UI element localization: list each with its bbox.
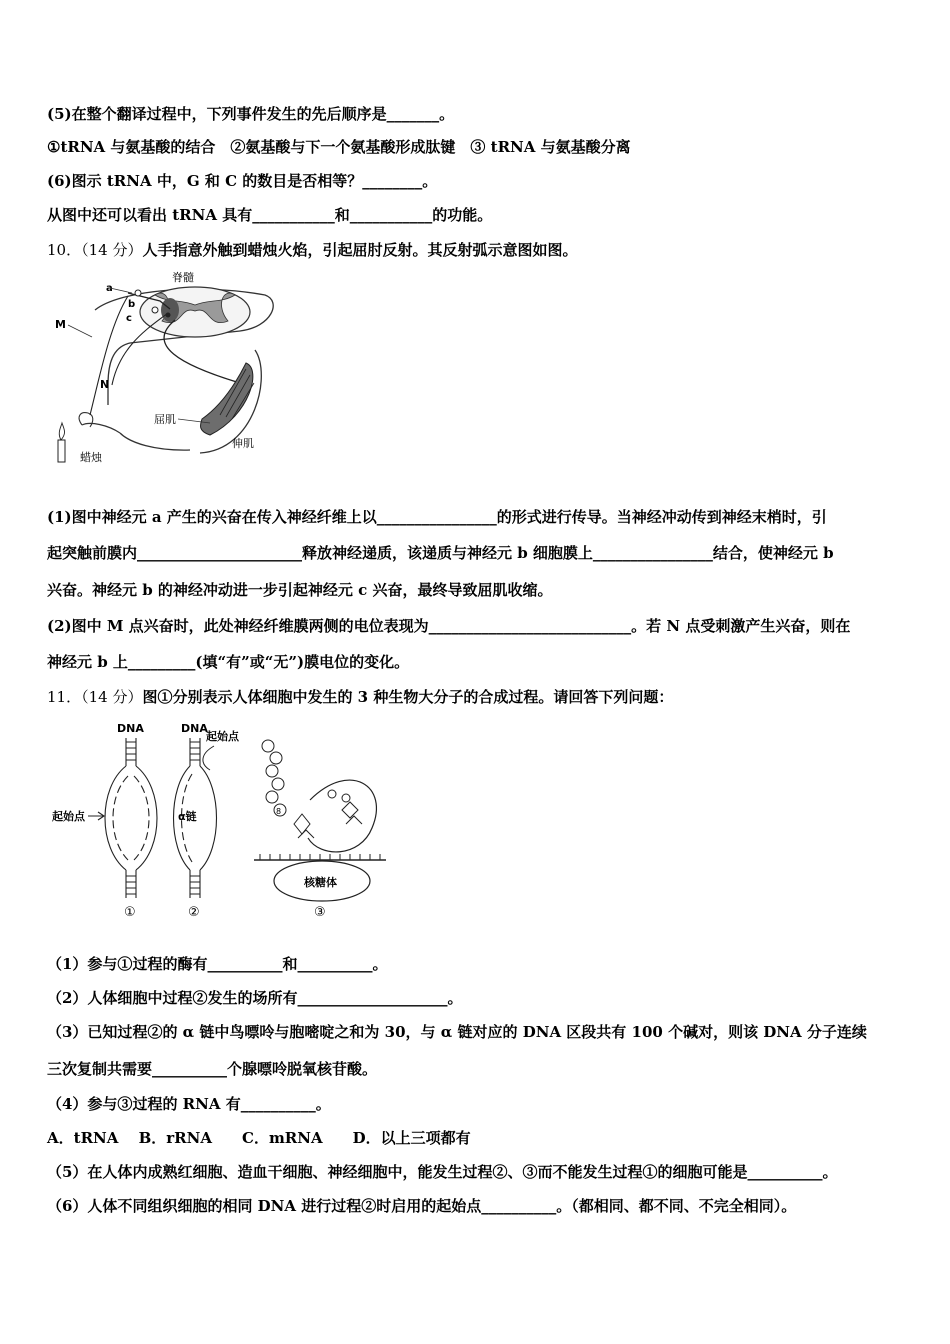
q11-p4: （4）参与③过程的 RNA 有__________。 <box>47 1095 331 1113</box>
fig-flexor-label: 屈肌 <box>154 413 176 426</box>
q11-number: 11．（14 分） <box>47 688 143 706</box>
fig-num-2: ② <box>188 905 200 920</box>
fig-candle-label: 蜡烛 <box>80 451 102 464</box>
q9-line7: 从图中还可以看出 tRNA 具有___________和___________的功能。 <box>47 206 493 224</box>
fig-label-n: N <box>100 378 110 391</box>
q9-line5-options: ①tRNA 与氨基酸的结合 ②氨基酸与下一个氨基酸形成肽键 ③ tRNA 与氨基酸分离 <box>47 138 631 156</box>
q9-line5: (5)在整个翻译过程中，下列事件发生的先后顺序是_______。 <box>47 105 455 123</box>
fig-dna2-label: DNA <box>181 722 208 735</box>
fig-origin1-label: 起始点 <box>52 810 85 823</box>
q11-p6: （6）人体不同组织细胞的相同 DNA 进行过程②时启用的起始点__________。（都相同、都不同、不完全相同）。 <box>47 1197 797 1215</box>
q10-header <box>47 240 577 260</box>
fig-label-a: a <box>106 283 113 294</box>
q11-p3-line1: （3）已知过程②的 α 链中鸟嘌呤与胞嘧啶之和为 30，与 α 链对应的 DNA 区段共有 100 个碱对，则该 DNA 分子连续 <box>47 1023 867 1041</box>
q11-p1: （1）参与①过程的酶有__________和__________。 <box>47 955 388 973</box>
q9-line6: (6)图示 tRNA 中，G 和 C 的数目是否相等？________。 <box>47 172 438 190</box>
fig-origin2-label: 起始点 <box>206 730 239 743</box>
fig-alpha-chain-label: α链 <box>178 810 197 823</box>
q11-p5: （5）在人体内成熟红细胞、造血干细胞、神经细胞中，能发生过程②、③而不能发生过程①的细胞可能是__________。 <box>47 1163 838 1181</box>
q10-number: 10．（14 分） <box>47 241 143 259</box>
fig-num-1: ① <box>124 905 136 920</box>
fig-label-m: M <box>55 318 66 331</box>
fig-num-3: ③ <box>314 905 326 920</box>
fig-label-c: c <box>126 313 132 324</box>
q11-header <box>47 687 673 707</box>
fig-spinal-cord-label: 脊髓 <box>172 271 194 284</box>
q10-p1-line1: (1)图中神经元 a 产生的兴奋在传入神经纤维上以________________的形式进行传导。当神经冲动传到神经末梢时，引 <box>47 508 827 526</box>
q11-stem: 图①分别表示人体细胞中发生的 3 种生物大分子的合成过程。请回答下列问题： <box>142 688 674 706</box>
q11-p4-options: A．tRNA B．rRNA C．mRNA D．以上三项都有 <box>47 1129 471 1147</box>
fig-label-b: b <box>128 299 136 310</box>
q10-p1-line2: 起突触前膜内______________________释放神经递质，该递质与神经元 b 细胞膜上________________结合，使神经元 b <box>47 544 834 562</box>
q10-stem: 人手指意外触到蜡烛火焰，引起屈肘反射。其反射弧示意图如图。 <box>142 241 578 259</box>
q11-p3-line2: 三次复制共需要__________个腺嘌呤脱氧核苷酸。 <box>47 1060 378 1078</box>
macromolecule-synthesis-figure <box>50 718 390 923</box>
fig-dna1-label: DNA <box>117 722 144 735</box>
q10-p1-line3: 兴奋。神经元 b 的神经冲动进一步引起神经元 c 兴奋，最终导致屈肌收缩。 <box>47 581 553 599</box>
reflex-arc-figure <box>50 265 280 475</box>
q11-p2: （2）人体细胞中过程②发生的场所有____________________。 <box>47 989 463 1007</box>
fig-ribosome-label: 核糖体 <box>304 876 337 889</box>
q10-p2-line1: (2)图中 M 点兴奋时，此处神经纤维膜两侧的电位表现为___________________________。若 N 点受刺激产生兴奋，则在 <box>47 617 851 635</box>
fig-extensor-label: 伸肌 <box>232 437 254 450</box>
q10-p2-line2: 神经元 b 上_________(填“有”或“无”)膜电位的变化。 <box>47 653 410 671</box>
fig-g-mark: 8 <box>276 807 282 816</box>
